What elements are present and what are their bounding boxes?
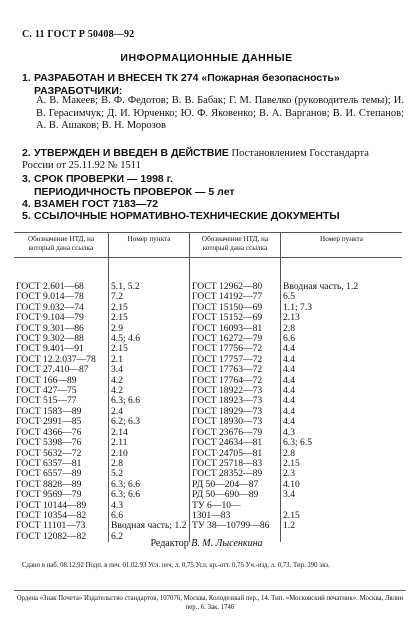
document-cell: ГОСТ 25718—83 bbox=[190, 459, 281, 469]
item-cell: 6.3; 6.6 bbox=[109, 480, 190, 490]
document-cell: ГОСТ 10144—89 bbox=[14, 501, 109, 511]
item-cell: 2.4 bbox=[109, 407, 190, 417]
section-4-title: ВЗАМЕН ГОСТ 7183—72 bbox=[34, 198, 159, 210]
editor-line bbox=[0, 538, 413, 549]
item-cell: 3.4 bbox=[109, 365, 190, 375]
document-cell: ГОСТ 12.2.037—78 bbox=[14, 355, 109, 365]
document-cell: ГОСТ 9569—79 bbox=[14, 490, 109, 500]
item-cell: 4.4 bbox=[283, 343, 295, 355]
table-header-row bbox=[14, 233, 402, 258]
item-cell: 4.10 bbox=[283, 478, 300, 490]
item-cell: 6.2 bbox=[109, 532, 190, 542]
developers-heading: РАЗРАБОТЧИКИ: bbox=[34, 85, 123, 97]
column-header-document: Обозначение НТД, на который дана ссылка bbox=[14, 233, 109, 258]
item-cell: 1.2 bbox=[283, 520, 295, 532]
developers-list: А. В. Макеев; В. Ф. Федотов; В. В. Бабак; Г. М. Павелко (руководитель темы); И. В. Герасимчук; Д. И. Юрченко; Ю. Ф. Яковенко; В. А. Варганов; В. И. Степанов; А. В. Ашаков; В. Н. Морозов bbox=[36, 95, 404, 132]
item-cell: 2.10 bbox=[109, 449, 190, 459]
section-2-text: Постановлением Госстандарта России от 25.11.92 № 1511 bbox=[22, 148, 369, 171]
imprint-info: Сдано в наб. 08.12.92 Подп. в печ. 01.02.93 Усл. печ. л. 0,75 Усл. кр.-отт. 0,75 Уч.-изд. л. 0,73. Тир. 390 экз. bbox=[22, 562, 330, 569]
document-cell: ГОСТ 24634—81 bbox=[190, 438, 281, 448]
document-cell: ГОСТ 6357—81 bbox=[14, 459, 109, 469]
item-cell: 2.13 bbox=[283, 312, 300, 324]
references-table bbox=[14, 232, 402, 542]
item-cell: 4.3 bbox=[109, 501, 190, 511]
document-cell: ГОСТ 15150—69 bbox=[190, 303, 281, 313]
item-cell: 2.8 bbox=[109, 459, 190, 469]
item-cell: 4.5; 4.6 bbox=[109, 334, 190, 344]
document-cell: ГОСТ 16272—79 bbox=[190, 334, 281, 344]
item-cell: 2.15 bbox=[109, 313, 190, 323]
document-cell: ГОСТ 2.601—68 bbox=[14, 282, 109, 292]
table-row bbox=[14, 438, 402, 448]
item-cell: 3.4 bbox=[283, 489, 295, 501]
editor-label: Редактор bbox=[150, 538, 192, 549]
item-cell: 6.2; 6.3 bbox=[109, 417, 190, 427]
document-cell: ГОСТ 6557—89 bbox=[14, 469, 109, 479]
section-1-title: РАЗРАБОТАН И ВНЕСЕН ТК 274 «Пожарная безопасность» bbox=[34, 72, 340, 84]
document-cell: ГОСТ 9.104—79 bbox=[14, 313, 109, 323]
document-cell: ГОСТ 17764—72 bbox=[190, 376, 281, 386]
document-cell: ГОСТ 11101—73 bbox=[14, 521, 109, 531]
document-cell: ГОСТ 14192—77 bbox=[190, 292, 281, 302]
document-cell: ГОСТ 27.410—87 bbox=[14, 365, 109, 375]
item-cell: 4.4 bbox=[283, 353, 295, 365]
document-cell: ГОСТ 28352—89 bbox=[190, 469, 281, 479]
section-number: 3. bbox=[22, 173, 31, 185]
item-cell: 2.8 bbox=[283, 447, 295, 459]
table-spacer-row bbox=[14, 258, 402, 283]
document-cell: ГОСТ 12082—82 bbox=[14, 532, 109, 542]
section-number: 5. bbox=[22, 210, 31, 222]
document-cell: ГОСТ 18922—73 bbox=[190, 386, 281, 396]
document-cell: ТУ 6—10— bbox=[190, 501, 281, 511]
document-cell: ГОСТ 23676—79 bbox=[190, 428, 281, 438]
document-cell: ГОСТ 16093—81 bbox=[190, 324, 281, 334]
table-row bbox=[14, 490, 402, 500]
item-cell: 1.1; 7.3 bbox=[283, 301, 313, 313]
item-cell: 2.3 bbox=[283, 468, 295, 480]
page-header: С. 11 ГОСТ Р 50408—92 bbox=[22, 29, 135, 40]
document-cell: ГОСТ 9.032—74 bbox=[14, 303, 109, 313]
item-cell: 6.3; 6.5 bbox=[283, 437, 313, 449]
document-cell: ГОСТ 166—89 bbox=[14, 376, 109, 386]
section-3 bbox=[22, 173, 400, 199]
section-number: 2. bbox=[22, 147, 31, 159]
revision-term: СРОК ПРОВЕРКИ — 1998 г. bbox=[34, 173, 173, 185]
item-cell: 4.4 bbox=[283, 385, 295, 397]
item-cell: 2.9 bbox=[109, 324, 190, 334]
table-body bbox=[14, 258, 402, 543]
editor-name: В. М. Лысенкина bbox=[191, 538, 263, 549]
document-cell: ГОСТ 2991—85 bbox=[14, 417, 109, 427]
document-cell: ГОСТ 17757—72 bbox=[190, 355, 281, 365]
item-cell: 5.1, 5.2 bbox=[109, 282, 190, 292]
document-cell: ГОСТ 5398—76 bbox=[14, 438, 109, 448]
item-cell: 6.5 bbox=[283, 291, 295, 303]
section-2-title: УТВЕРЖДЕН И ВВЕДЕН В ДЕЙСТВИЕ bbox=[34, 147, 229, 159]
column-header-item: Номер пункта bbox=[281, 233, 403, 258]
section-2 bbox=[22, 147, 400, 172]
item-cell: 4.4 bbox=[283, 374, 295, 386]
document-cell: ГОСТ 8828—89 bbox=[14, 480, 109, 490]
column-header-item: Номер пункта bbox=[109, 233, 190, 258]
document-cell: ГОСТ 17763—72 bbox=[190, 365, 281, 375]
item-cell: 6.6 bbox=[283, 333, 295, 345]
document-cell: РД 50—690—89 bbox=[190, 490, 281, 500]
item-cell: 2.15 bbox=[109, 303, 190, 313]
item-cell: 4.2 bbox=[109, 376, 190, 386]
document-cell: ГОСТ 5632—72 bbox=[14, 449, 109, 459]
document-cell: ГОСТ 9.302—88 bbox=[14, 334, 109, 344]
item-cell: 4.2 bbox=[109, 386, 190, 396]
document-cell: ГОСТ 1583—89 bbox=[14, 407, 109, 417]
document-cell: ГОСТ 515—77 bbox=[14, 396, 109, 406]
document-cell: ГОСТ 10354—82 bbox=[14, 511, 109, 521]
document-cell: 1301—83 bbox=[190, 511, 281, 521]
item-cell: 6.6 bbox=[109, 511, 190, 521]
publisher-info: Ордена «Знак Почета» Издательство стандартов, 107076, Москва, Колодезный пер., 14. Тип. «Московский печатник». Москва, Лялин пер., 6. Зак. 1746 bbox=[14, 590, 406, 612]
section-number: 4. bbox=[22, 198, 31, 210]
document-cell: ГОСТ 12962—80 bbox=[190, 282, 281, 292]
item-cell: 2.8 bbox=[283, 322, 295, 334]
item-cell: 4.4 bbox=[283, 405, 295, 417]
column-header-document: Обозначение НТД, на который дана ссылка bbox=[190, 233, 281, 258]
document-cell: РД 50—204—87 bbox=[190, 480, 281, 490]
document-title: ИНФОРМАЦИОННЫЕ ДАННЫЕ bbox=[120, 52, 293, 64]
document-cell: ГОСТ 15152—69 bbox=[190, 313, 281, 323]
section-5-title: ССЫЛОЧНЫЕ НОРМАТИВНО-ТЕХНИЧЕСКИЕ ДОКУМЕНТЫ bbox=[34, 210, 340, 222]
document-cell: ТУ 38—10799—86 bbox=[190, 521, 281, 531]
item-cell: 2.15 bbox=[109, 344, 190, 354]
document-cell: ГОСТ 18929—73 bbox=[190, 407, 281, 417]
revision-period: ПЕРИОДИЧНОСТЬ ПРОВЕРОК — 5 лет bbox=[34, 186, 235, 198]
document-cell: ГОСТ 4366—76 bbox=[14, 428, 109, 438]
document-cell: ГОСТ 9.401—91 bbox=[14, 344, 109, 354]
item-cell: Вводная часть; 1.2 bbox=[109, 521, 190, 531]
section-number: 1. bbox=[22, 72, 31, 84]
item-cell: 4.3 bbox=[283, 426, 295, 438]
document-cell: ГОСТ 17756—72 bbox=[190, 344, 281, 354]
item-cell: 2.15 bbox=[283, 457, 300, 469]
document-cell: ГОСТ 9.301—86 bbox=[14, 324, 109, 334]
item-cell: 2.15 bbox=[283, 509, 300, 521]
document-cell: ГОСТ 9.014—78 bbox=[14, 292, 109, 302]
document-cell: ГОСТ 18930—73 bbox=[190, 417, 281, 427]
item-cell: 4.4 bbox=[283, 364, 295, 376]
item-cell: 7.2 bbox=[109, 292, 190, 302]
item-cell: 4.4 bbox=[283, 416, 295, 428]
section-5 bbox=[22, 210, 400, 223]
item-cell: 6.3; 6.6 bbox=[109, 396, 190, 406]
item-cell: 6.3; 6.6 bbox=[109, 490, 190, 500]
item-cell: 2.11 bbox=[109, 438, 190, 448]
document-cell: ГОСТ 427—75 bbox=[14, 386, 109, 396]
item-cell: 2.1 bbox=[109, 355, 190, 365]
item-cell: 4.4 bbox=[283, 395, 295, 407]
item-cell: 2.14 bbox=[109, 428, 190, 438]
item-cell: Вводная часть, 1.2 bbox=[283, 281, 359, 292]
item-cell: 5.2 bbox=[109, 469, 190, 479]
document-cell: ГОСТ 18923—73 bbox=[190, 396, 281, 406]
document-cell: ГОСТ 24705—81 bbox=[190, 449, 281, 459]
